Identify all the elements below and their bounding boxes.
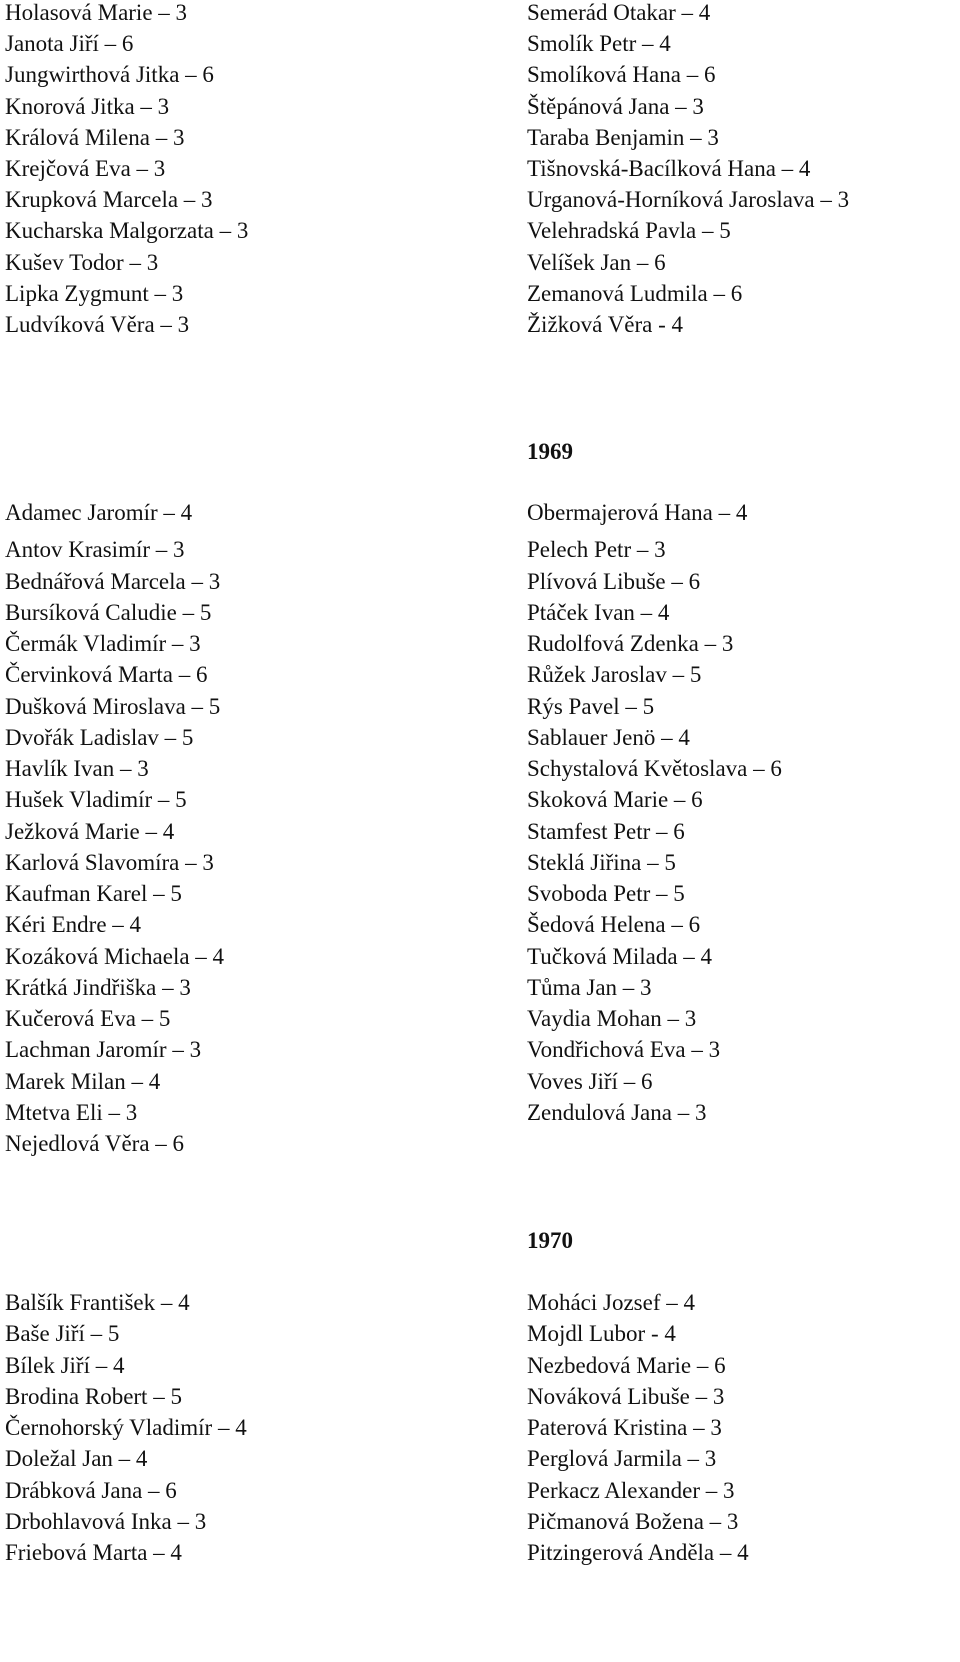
name-entry: Plívová Libuše – 6 <box>527 568 701 594</box>
name-entry: Tišnovská-Bacílková Hana – 4 <box>527 156 811 181</box>
name-entry: Karlová Slavomíra – 3 <box>5 849 214 875</box>
name-entry: Kušev Todor – 3 <box>5 249 159 275</box>
name-entry: Růžek Jaroslav – 5 <box>527 662 702 688</box>
name-entry: Nováková Libuše – 3 <box>527 1383 725 1409</box>
name-entry: Ludvíková Věra – 3 <box>5 312 190 337</box>
name-entry: Krejčová Eva – 3 <box>5 156 166 181</box>
name-entry: Smolíková Hana – 6 <box>527 62 716 88</box>
name-entry: Kaufman Karel – 5 <box>5 881 182 906</box>
year-heading-1969: 1969 <box>527 439 573 464</box>
name-entry: Brodina Robert – 5 <box>5 1383 182 1409</box>
name-entry: Svoboda Petr – 5 <box>527 881 685 906</box>
name-entry: Velehradská Pavla – 5 <box>527 218 731 244</box>
name-entry: Štěpánová Jana – 3 <box>527 93 704 119</box>
name-entry: Doležal Jan – 4 <box>5 1446 148 1472</box>
name-entry: Bílek Jiří – 4 <box>5 1352 125 1378</box>
name-entry: Rudolfová Zdenka – 3 <box>527 631 734 656</box>
name-entry: Janota Jiří – 6 <box>5 31 134 57</box>
name-entry: Balšík František – 4 <box>5 1290 190 1315</box>
name-entry: Voves Jiří – 6 <box>527 1068 653 1094</box>
name-entry: Paterová Kristina – 3 <box>527 1415 722 1440</box>
name-entry: Nezbedová Marie – 6 <box>527 1352 726 1378</box>
name-entry: Smolík Petr – 4 <box>527 31 671 57</box>
name-entry: Rýs Pavel – 5 <box>527 693 655 719</box>
name-entry: Tučková Milada – 4 <box>527 943 713 969</box>
name-entry: Urganová-Horníková Jaroslava – 3 <box>527 187 850 213</box>
name-entry: Krátká Jindřiška – 3 <box>5 974 191 1000</box>
year-heading-1970: 1970 <box>527 1228 573 1253</box>
name-entry: Knorová Jitka – 3 <box>5 93 170 119</box>
name-entry: Šedová Helena – 6 <box>527 912 701 938</box>
name-entry: Vaydia Mohan – 3 <box>527 1006 697 1031</box>
name-entry: Havlík Ivan – 3 <box>5 756 149 781</box>
name-entry: Perkacz Alexander – 3 <box>527 1477 735 1503</box>
name-entry: Semerád Otakar – 4 <box>527 0 711 25</box>
name-entry: Čermák Vladimír – 3 <box>5 631 201 656</box>
name-entry: Krupková Marcela – 3 <box>5 187 213 213</box>
name-entry: Černohorský Vladimír – 4 <box>5 1415 247 1440</box>
name-entry: Tůma Jan – 3 <box>527 974 652 1000</box>
name-entry: Dvořák Ladislav – 5 <box>5 724 194 750</box>
name-entry: Holasová Marie – 3 <box>5 0 188 25</box>
name-entry: Vondřichová Eva – 3 <box>527 1037 721 1063</box>
name-entry: Mojdl Lubor - 4 <box>527 1321 676 1347</box>
name-entry: Drábková Jana – 6 <box>5 1477 177 1503</box>
name-entry: Sablauer Jenö – 4 <box>527 724 690 750</box>
name-entry: Stamfest Petr – 6 <box>527 818 685 844</box>
name-entry: Velíšek Jan – 6 <box>527 249 666 275</box>
name-entry: Bednářová Marcela – 3 <box>5 568 221 594</box>
name-entry: Bursíková Caludie – 5 <box>5 599 212 625</box>
name-entry: Pelech Petr – 3 <box>527 537 666 563</box>
name-entry: Kozáková Michaela – 4 <box>5 943 225 969</box>
name-entry: Žižková Věra - 4 <box>527 312 684 337</box>
name-entry: Baše Jiří – 5 <box>5 1321 120 1347</box>
name-entry: Červinková Marta – 6 <box>5 662 208 688</box>
name-entry: Kucharska Malgorzata – 3 <box>5 218 249 244</box>
name-entry: Schystalová Květoslava – 6 <box>527 756 782 781</box>
name-entry: Steklá Jiřina – 5 <box>527 849 676 875</box>
name-entry: Dušková Miroslava – 5 <box>5 693 221 719</box>
name-entry: Friebová Marta – 4 <box>5 1540 182 1565</box>
name-entry: Jungwirthová Jitka – 6 <box>5 62 214 88</box>
name-entry: Králová Milena – 3 <box>5 124 185 150</box>
name-entry: Ježková Marie – 4 <box>5 818 175 844</box>
name-entry: Lipka Zygmunt – 3 <box>5 280 184 306</box>
name-entry: Zendulová Jana – 3 <box>527 1099 707 1125</box>
name-entry: Moháci Jozsef – 4 <box>527 1290 695 1315</box>
name-entry: Zemanová Ludmila – 6 <box>527 280 743 306</box>
name-entry: Obermajerová Hana – 4 <box>527 500 748 525</box>
name-entry: Mtetva Eli – 3 <box>5 1099 138 1125</box>
name-entry: Adamec Jaromír – 4 <box>5 500 193 525</box>
name-entry: Hušek Vladimír – 5 <box>5 787 187 813</box>
name-entry: Kučerová Eva – 5 <box>5 1006 171 1031</box>
name-entry: Marek Milan – 4 <box>5 1068 161 1094</box>
name-entry: Perglová Jarmila – 3 <box>527 1446 717 1472</box>
name-entry: Taraba Benjamin – 3 <box>527 124 719 150</box>
name-entry: Skoková Marie – 6 <box>527 787 703 813</box>
name-entry: Lachman Jaromír – 3 <box>5 1037 202 1063</box>
name-entry: Ptáček Ivan – 4 <box>527 599 670 625</box>
name-entry: Pičmanová Božena – 3 <box>527 1508 739 1534</box>
name-entry: Antov Krasimír – 3 <box>5 537 185 563</box>
name-entry: Nejedlová Věra – 6 <box>5 1131 185 1156</box>
name-entry: Pitzingerová Anděla – 4 <box>527 1540 749 1565</box>
name-entry: Kéri Endre – 4 <box>5 912 142 938</box>
name-entry: Drbohlavová Inka – 3 <box>5 1508 207 1534</box>
